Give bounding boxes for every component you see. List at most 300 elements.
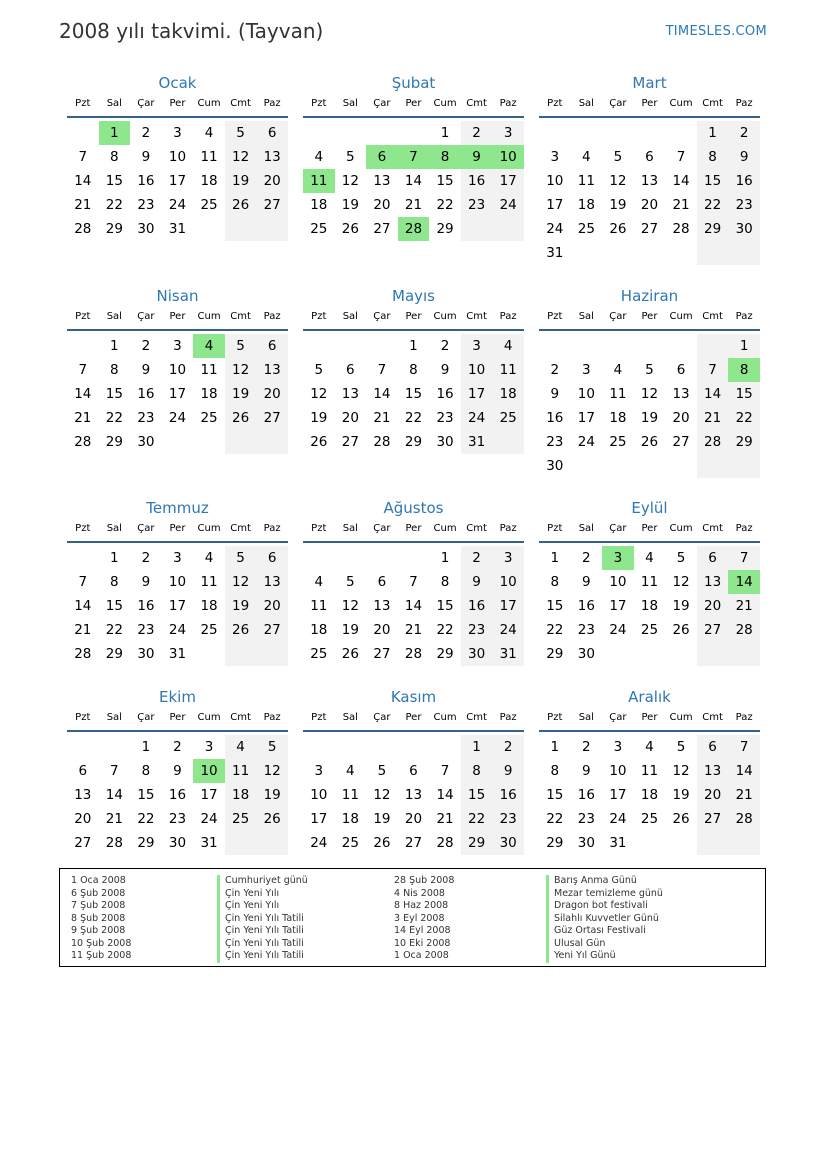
day-cell: 30	[577, 835, 595, 851]
day-cell: 25	[640, 622, 659, 638]
day-cell: 5	[613, 149, 623, 165]
day-cell: 27	[256, 618, 288, 642]
day-cell: 9	[582, 574, 591, 590]
day-grid	[539, 334, 760, 478]
weekday-header	[67, 710, 288, 732]
day-cell: 11	[640, 763, 659, 779]
weekday-label: Çar	[609, 712, 627, 723]
day-cell: 24	[461, 406, 493, 430]
day-grid	[67, 121, 288, 241]
empty-cell	[697, 642, 729, 666]
day-cell: 16	[168, 787, 187, 803]
day-cell: 10	[310, 787, 328, 803]
day-cell: 7	[78, 574, 88, 590]
day-cell: 3	[173, 125, 182, 141]
legend-entry: 3 Eyl 2008	[394, 912, 445, 924]
day-cell: 9	[141, 362, 151, 378]
legend-entry: Yeni Yıl Günü	[546, 950, 663, 963]
weekday-label: Cum	[433, 712, 457, 723]
day-cell: 13	[256, 145, 288, 169]
weekday-label: Sal	[578, 523, 594, 534]
day-cell: 25	[200, 197, 218, 213]
day-cell: 30	[168, 835, 187, 851]
weekday-header	[303, 309, 524, 331]
day-cell: 20	[373, 622, 391, 638]
day-cell: 20	[373, 197, 391, 213]
day-cell: 13	[373, 173, 391, 189]
empty-cell	[665, 121, 697, 145]
day-cell: 12	[225, 570, 257, 594]
weekday-label: Sal	[342, 98, 358, 109]
day-cell: 20	[341, 410, 359, 426]
day-cell: 9	[440, 362, 450, 378]
day-cell: 11	[640, 574, 659, 590]
day-cell: 9	[141, 574, 151, 590]
day-cell: 20	[640, 197, 659, 213]
weekday-label: Pzt	[311, 712, 327, 723]
day-cell: 27	[341, 434, 359, 450]
day-cell: 25	[492, 406, 524, 430]
day-cell: 24	[492, 193, 524, 217]
weekday-label: Paz	[735, 311, 753, 322]
day-cell: 23	[728, 193, 760, 217]
day-cell: 24	[200, 811, 218, 827]
day-cell: 22	[728, 406, 760, 430]
weekday-label: Sal	[578, 311, 594, 322]
day-cell: 20	[404, 811, 423, 827]
weekday-label: Pzt	[547, 311, 563, 322]
weekday-label: Cum	[433, 311, 457, 322]
empty-cell	[335, 121, 367, 145]
day-cell: 7	[78, 149, 88, 165]
day-cell: 5	[676, 739, 686, 755]
day-cell: 9	[141, 149, 151, 165]
day-cell: 16	[492, 783, 524, 807]
day-cell: 29	[697, 217, 729, 241]
weekday-label: Cum	[197, 98, 221, 109]
weekday-label: Pzt	[547, 98, 563, 109]
day-cell: 24	[168, 622, 187, 638]
legend-dates-right	[394, 875, 454, 963]
weekday-label: Per	[169, 523, 186, 534]
day-cell: 6	[78, 763, 88, 779]
legend-entry: 1 Oca 2008	[71, 875, 126, 886]
day-cell: 15	[105, 386, 123, 402]
day-cell: 14	[728, 570, 760, 594]
weekday-label: Per	[641, 311, 658, 322]
empty-cell	[461, 217, 493, 241]
empty-cell	[225, 831, 257, 855]
empty-cell	[366, 735, 398, 759]
month-name: Aralık	[628, 688, 671, 706]
month-1	[67, 73, 288, 241]
empty-cell	[728, 241, 760, 265]
month-name: Haziran	[620, 287, 679, 305]
day-cell: 16	[436, 386, 454, 402]
legend-entry: Çin Yeni Yılı Tatili	[217, 913, 308, 926]
day-cell: 8	[141, 763, 151, 779]
empty-cell	[571, 121, 603, 145]
day-cell: 18	[225, 783, 257, 807]
day-cell: 27	[373, 646, 391, 662]
day-cell: 25	[200, 410, 218, 426]
empty-cell	[303, 735, 335, 759]
day-cell: 12	[256, 759, 288, 783]
legend-entry: 28 Şub 2008	[394, 875, 455, 886]
empty-cell	[366, 546, 398, 570]
weekday-label: Çar	[137, 712, 155, 723]
day-cell: 28	[436, 835, 454, 851]
day-cell: 18	[200, 386, 218, 402]
day-cell: 10	[193, 759, 225, 783]
day-cell: 20	[256, 382, 288, 406]
day-cell: 5	[314, 362, 324, 378]
weekday-label: Çar	[373, 311, 391, 322]
empty-cell	[665, 454, 697, 478]
day-cell: 3	[582, 362, 591, 378]
day-cell: 24	[577, 434, 595, 450]
day-cell: 1	[440, 125, 450, 141]
empty-cell	[665, 831, 697, 855]
day-cell: 7	[676, 149, 686, 165]
weekday-label: Cmt	[702, 523, 723, 534]
day-cell: 2	[461, 121, 493, 145]
day-cell: 14	[672, 173, 690, 189]
weekday-label: Cmt	[702, 98, 723, 109]
day-cell: 8	[550, 763, 560, 779]
day-cell: 19	[609, 197, 627, 213]
day-cell: 27	[672, 434, 690, 450]
day-cell: 12	[640, 386, 659, 402]
day-cell: 11	[200, 362, 218, 378]
month-6	[539, 286, 760, 478]
day-grid	[67, 334, 288, 454]
empty-cell	[366, 121, 398, 145]
day-cell: 9	[582, 763, 591, 779]
day-cell: 4	[645, 739, 654, 755]
weekday-label: Çar	[373, 523, 391, 534]
weekday-label: Sal	[106, 523, 122, 534]
day-cell: 28	[728, 618, 760, 642]
weekday-label: Per	[405, 98, 422, 109]
weekday-label: Çar	[137, 311, 155, 322]
day-cell: 1	[110, 338, 119, 354]
empty-cell	[602, 121, 634, 145]
day-cell: 19	[310, 410, 328, 426]
day-cell: 28	[373, 434, 391, 450]
day-cell: 14	[105, 787, 123, 803]
weekday-label: Paz	[263, 712, 281, 723]
empty-cell	[728, 831, 760, 855]
day-cell: 16	[577, 598, 595, 614]
weekday-label: Paz	[735, 712, 753, 723]
day-cell: 18	[310, 622, 328, 638]
day-cell: 6	[409, 763, 418, 779]
empty-cell	[256, 430, 288, 454]
weekday-label: Sal	[106, 311, 122, 322]
weekday-label: Sal	[106, 712, 122, 723]
weekday-label: Per	[405, 311, 422, 322]
day-cell: 19	[672, 787, 690, 803]
day-cell: 30	[728, 217, 760, 241]
day-cell: 13	[256, 570, 288, 594]
day-cell: 22	[436, 622, 454, 638]
day-cell: 27	[256, 406, 288, 430]
weekday-label: Cum	[433, 98, 457, 109]
weekday-label: Paz	[735, 523, 753, 534]
day-cell: 5	[346, 149, 355, 165]
day-cell: 9	[461, 145, 493, 169]
day-cell: 14	[697, 382, 729, 406]
day-cell: 28	[74, 434, 92, 450]
day-cell: 19	[373, 811, 391, 827]
day-cell: 6	[256, 546, 288, 570]
day-cell: 30	[461, 642, 493, 666]
legend-entry: 8 Şub 2008	[71, 912, 126, 924]
day-cell: 10	[168, 149, 187, 165]
day-cell: 7	[728, 735, 760, 759]
day-cell: 13	[697, 570, 729, 594]
day-cell: 25	[200, 622, 218, 638]
day-cell: 7	[728, 546, 760, 570]
day-cell: 4	[346, 763, 355, 779]
day-cell: 14	[436, 787, 454, 803]
weekday-label: Pzt	[311, 523, 327, 534]
day-cell: 6	[697, 735, 729, 759]
empty-cell	[225, 217, 257, 241]
day-cell: 2	[492, 735, 524, 759]
day-cell: 26	[225, 406, 257, 430]
day-cell: 10	[609, 763, 627, 779]
day-cell: 7	[398, 145, 430, 169]
day-cell: 15	[404, 386, 423, 402]
day-cell: 10	[168, 362, 187, 378]
day-cell: 11	[492, 358, 524, 382]
day-cell: 13	[672, 386, 690, 402]
day-cell: 8	[440, 574, 450, 590]
day-cell: 26	[609, 221, 627, 237]
day-cell: 21	[697, 406, 729, 430]
day-cell: 12	[310, 386, 328, 402]
day-cell: 23	[546, 434, 564, 450]
day-cell: 15	[546, 787, 564, 803]
day-cell: 5	[645, 362, 654, 378]
empty-cell	[571, 334, 603, 358]
empty-cell	[634, 454, 666, 478]
day-cell: 30	[137, 434, 155, 450]
legend-entry: Çin Yeni Yılı	[217, 888, 308, 901]
day-cell: 24	[168, 197, 187, 213]
day-cell: 27	[697, 618, 729, 642]
empty-cell	[303, 121, 335, 145]
day-cell: 6	[256, 334, 288, 358]
legend-entry: 14 Eyl 2008	[394, 925, 451, 936]
day-cell: 7	[440, 763, 450, 779]
weekday-label: Çar	[609, 523, 627, 534]
weekday-label: Çar	[373, 712, 391, 723]
empty-cell	[492, 430, 524, 454]
day-cell: 21	[672, 197, 690, 213]
empty-cell	[697, 831, 729, 855]
day-cell: 9	[173, 763, 182, 779]
weekday-label: Cum	[669, 523, 693, 534]
weekday-label: Cmt	[702, 712, 723, 723]
weekday-label: Paz	[263, 523, 281, 534]
day-cell: 28	[105, 835, 123, 851]
day-cell: 26	[672, 622, 690, 638]
day-cell: 13	[697, 759, 729, 783]
empty-cell	[539, 121, 571, 145]
day-cell: 1	[99, 121, 131, 145]
day-cell: 19	[672, 598, 690, 614]
day-cell: 14	[728, 759, 760, 783]
day-cell: 19	[225, 594, 257, 618]
weekday-header	[67, 309, 288, 331]
weekday-label: Pzt	[75, 523, 91, 534]
day-cell: 17	[200, 787, 218, 803]
day-cell: 23	[168, 811, 187, 827]
day-cell: 6	[256, 121, 288, 145]
day-cell: 29	[105, 221, 123, 237]
day-cell: 23	[461, 618, 493, 642]
day-cell: 12	[225, 358, 257, 382]
day-cell: 3	[461, 334, 493, 358]
day-grid	[67, 735, 288, 855]
day-cell: 20	[697, 783, 729, 807]
day-cell: 29	[461, 831, 493, 855]
day-cell: 20	[74, 811, 92, 827]
weekday-label: Cmt	[466, 311, 487, 322]
day-cell: 11	[609, 386, 627, 402]
empty-cell	[665, 241, 697, 265]
empty-cell	[256, 642, 288, 666]
weekday-label: Pzt	[75, 98, 91, 109]
empty-cell	[602, 454, 634, 478]
day-cell: 15	[105, 173, 123, 189]
legend-entry: Silahlı Kuvvetler Günü	[546, 913, 663, 926]
day-cell: 4	[204, 550, 214, 566]
weekday-label: Cmt	[466, 523, 487, 534]
day-cell: 19	[225, 169, 257, 193]
weekday-label: Cmt	[230, 523, 251, 534]
legend-entry: 10 Eki 2008	[394, 937, 451, 949]
day-grid	[539, 546, 760, 666]
weekday-label: Cum	[669, 712, 693, 723]
day-cell: 16	[546, 410, 564, 426]
month-name: Ekim	[159, 688, 196, 706]
day-cell: 19	[640, 410, 659, 426]
day-cell: 11	[200, 149, 218, 165]
day-cell: 4	[314, 574, 324, 590]
day-cell: 4	[204, 125, 214, 141]
day-cell: 25	[577, 221, 595, 237]
legend-entry: Çin Yeni Yılı Tatili	[217, 925, 308, 938]
empty-cell	[398, 121, 430, 145]
day-cell: 15	[728, 382, 760, 406]
day-cell: 15	[137, 787, 155, 803]
day-cell: 9	[728, 145, 760, 169]
month-name: Şubat	[391, 74, 436, 92]
day-cell: 30	[137, 646, 155, 662]
day-cell: 5	[676, 550, 686, 566]
legend-entry: 10 Şub 2008	[71, 937, 132, 949]
day-cell: 20	[697, 594, 729, 618]
month-name: Ağustos	[383, 499, 444, 517]
day-cell: 15	[436, 173, 454, 189]
day-cell: 17	[168, 173, 187, 189]
day-cell: 26	[225, 618, 257, 642]
empty-cell	[429, 735, 461, 759]
day-cell: 12	[341, 173, 359, 189]
weekday-label: Çar	[137, 523, 155, 534]
empty-cell	[67, 121, 99, 145]
day-cell: 20	[256, 594, 288, 618]
empty-cell	[492, 217, 524, 241]
day-cell: 30	[436, 434, 454, 450]
day-cell: 27	[373, 221, 391, 237]
weekday-header	[67, 96, 288, 118]
day-cell: 22	[546, 811, 564, 827]
empty-cell	[634, 241, 666, 265]
day-cell: 18	[609, 410, 627, 426]
month-8	[303, 498, 524, 666]
day-cell: 15	[436, 598, 454, 614]
weekday-label: Cmt	[702, 311, 723, 322]
brand-link[interactable]: TIMESLES.COM	[665, 24, 767, 39]
month-12	[539, 687, 760, 855]
weekday-header	[303, 521, 524, 543]
day-cell: 31	[168, 221, 187, 237]
weekday-label: Cmt	[230, 98, 251, 109]
legend-entry: Ulusal Gün	[546, 938, 663, 951]
day-cell: 11	[577, 173, 595, 189]
weekday-label: Sal	[106, 98, 122, 109]
day-cell: 16	[461, 594, 493, 618]
empty-cell	[602, 642, 634, 666]
day-cell: 4	[582, 149, 591, 165]
day-cell: 27	[404, 835, 423, 851]
day-cell: 13	[404, 787, 423, 803]
month-3	[539, 73, 760, 265]
day-cell: 4	[314, 149, 324, 165]
day-cell: 9	[461, 570, 493, 594]
day-cell: 11	[341, 787, 359, 803]
day-cell: 29	[728, 430, 760, 454]
weekday-label: Sal	[578, 712, 594, 723]
empty-cell	[571, 454, 603, 478]
day-cell: 7	[697, 358, 729, 382]
weekday-header	[303, 710, 524, 732]
day-cell: 16	[137, 598, 155, 614]
day-cell: 17	[461, 382, 493, 406]
weekday-label: Per	[169, 712, 186, 723]
day-cell: 1	[461, 735, 493, 759]
day-cell: 29	[436, 646, 454, 662]
day-cell: 22	[461, 807, 493, 831]
weekday-label: Çar	[137, 98, 155, 109]
day-cell: 13	[74, 787, 92, 803]
weekday-header	[539, 521, 760, 543]
day-cell: 27	[74, 835, 92, 851]
weekday-label: Pzt	[75, 712, 91, 723]
day-grid	[303, 735, 524, 855]
weekday-label: Cmt	[466, 98, 487, 109]
day-cell: 24	[609, 622, 627, 638]
legend-entry: Çin Yeni Yılı	[217, 900, 308, 913]
weekday-label: Paz	[263, 98, 281, 109]
day-cell: 21	[404, 197, 423, 213]
day-cell: 7	[110, 763, 119, 779]
